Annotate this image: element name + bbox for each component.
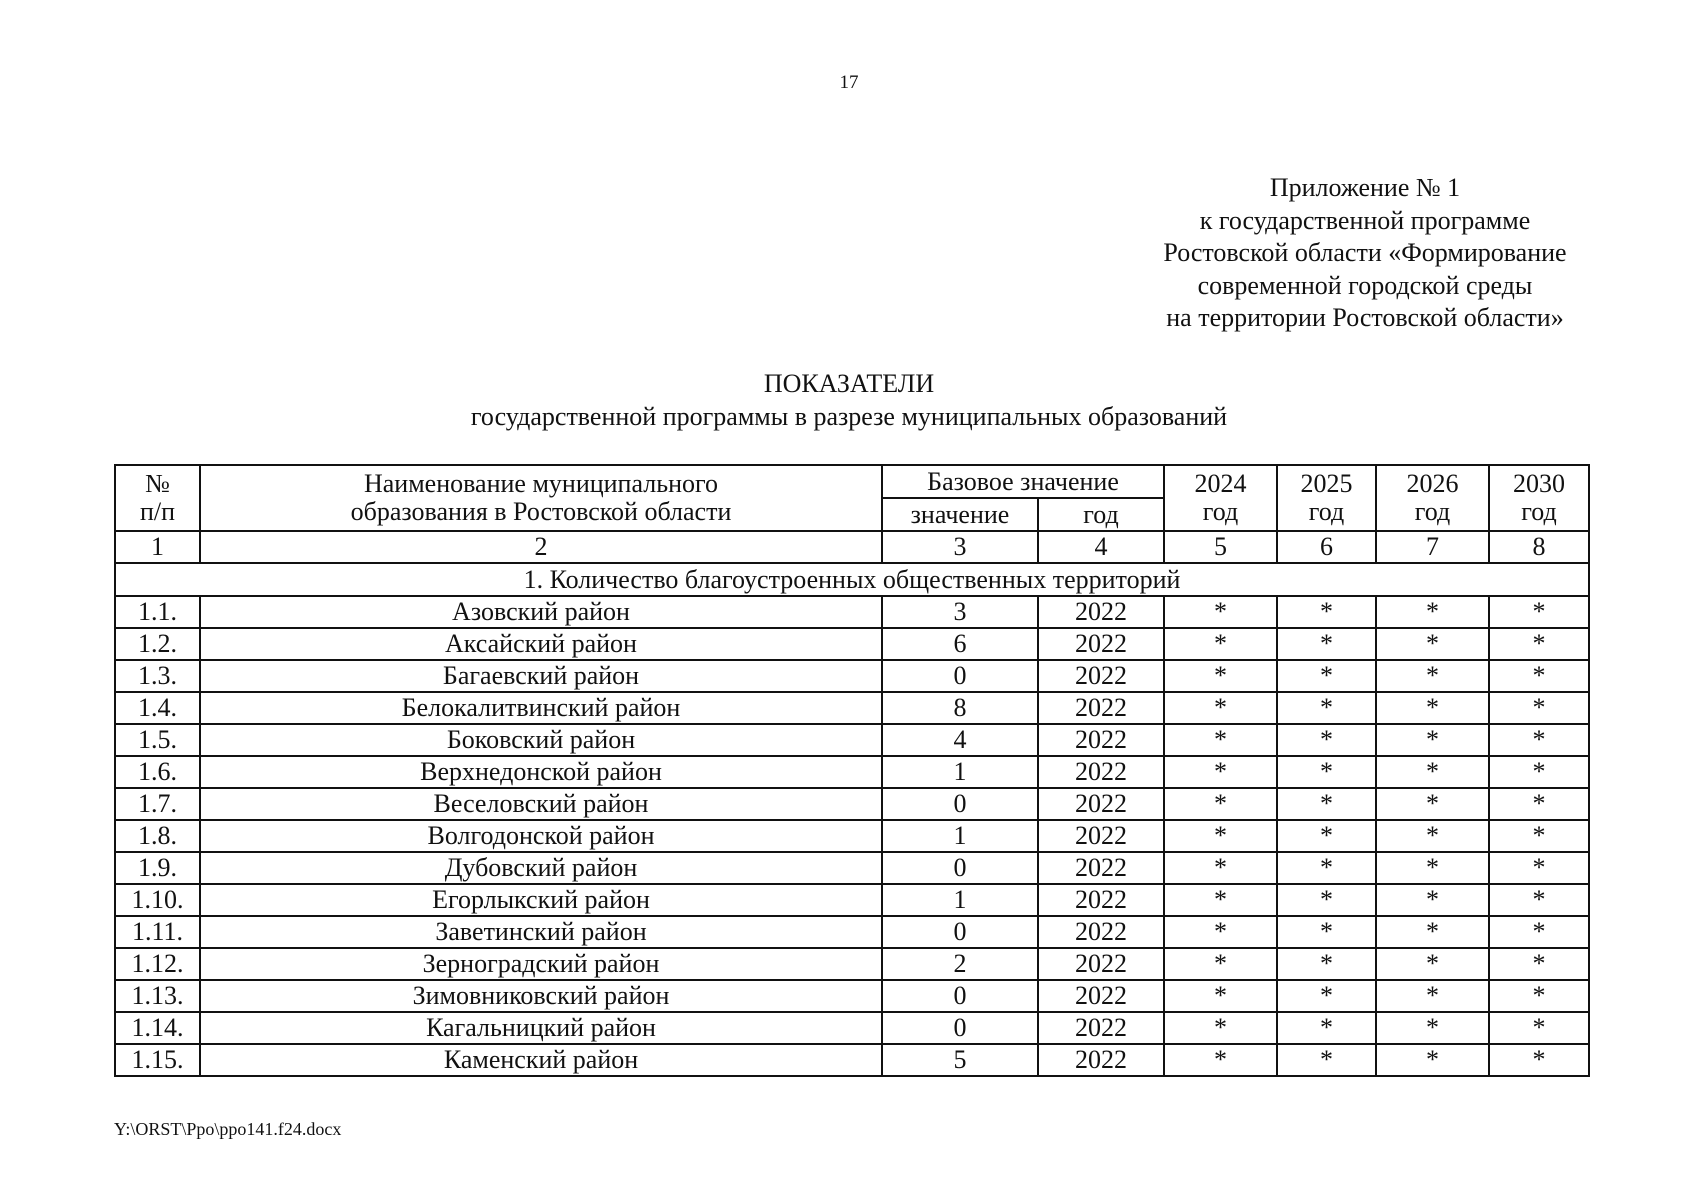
municipality-name: Егорлыкский район [200,884,882,916]
value-2026: * [1376,948,1489,980]
row-number: 1.1. [115,596,200,628]
header-name [200,465,882,531]
column-number: 7 [1376,531,1489,563]
municipality-name: Багаевский район [200,660,882,692]
value-2024: * [1164,1044,1277,1076]
value-2024: * [1164,628,1277,660]
value-2026: * [1376,1044,1489,1076]
row-number: 1.3. [115,660,200,692]
appendix-block [1130,172,1600,335]
base-year: 2022 [1038,692,1164,724]
value-2026: * [1376,692,1489,724]
base-value: 0 [882,916,1038,948]
row-number: 1.12. [115,948,200,980]
municipality-name: Дубовский район [200,852,882,884]
row-number: 1.6. [115,756,200,788]
header-base-year: год [1038,498,1164,531]
row-number: 1.15. [115,1044,200,1076]
header-base: Базовое значение [882,465,1164,498]
value-2026: * [1376,756,1489,788]
base-value: 1 [882,756,1038,788]
value-2025: * [1277,980,1376,1012]
value-2024: * [1164,756,1277,788]
base-year: 2022 [1038,660,1164,692]
appendix-line: Приложение № 1 [1269,173,1461,202]
base-year: 2022 [1038,948,1164,980]
base-year: 2022 [1038,980,1164,1012]
header-year-2030 [1489,465,1589,531]
value-2026: * [1376,724,1489,756]
value-2025: * [1277,916,1376,948]
header-year-2026 [1376,465,1489,531]
base-year: 2022 [1038,628,1164,660]
value-2030: * [1489,724,1589,756]
base-year: 2022 [1038,1044,1164,1076]
value-2030: * [1489,756,1589,788]
value-2024: * [1164,980,1277,1012]
header-year-unit: год [1202,497,1239,526]
value-2025: * [1277,756,1376,788]
value-2026: * [1376,788,1489,820]
value-2024: * [1164,1012,1277,1044]
table-row [115,1044,1589,1076]
table-row [115,724,1589,756]
row-number: 1.2. [115,628,200,660]
table-row [115,788,1589,820]
value-2025: * [1277,692,1376,724]
municipality-name: Кагальницкий район [200,1012,882,1044]
header-num [115,465,200,531]
base-year: 2022 [1038,1012,1164,1044]
value-2024: * [1164,660,1277,692]
header-year: 2025 [1300,469,1353,498]
base-year: 2022 [1038,820,1164,852]
header-num-line1: № [145,469,170,498]
value-2025: * [1277,788,1376,820]
value-2024: * [1164,948,1277,980]
municipality-name: Белокалитвинский район [200,692,882,724]
base-year: 2022 [1038,788,1164,820]
base-year: 2022 [1038,596,1164,628]
row-number: 1.9. [115,852,200,884]
column-number: 2 [200,531,882,563]
base-value: 3 [882,596,1038,628]
column-number: 1 [115,531,200,563]
base-value: 1 [882,884,1038,916]
municipality-name: Каменский район [200,1044,882,1076]
table-row [115,884,1589,916]
value-2030: * [1489,660,1589,692]
base-year: 2022 [1038,916,1164,948]
municipality-name: Зерноградский район [200,948,882,980]
header-row-1 [115,465,1589,498]
value-2025: * [1277,1044,1376,1076]
value-2030: * [1489,692,1589,724]
base-value: 0 [882,1012,1038,1044]
table-row [115,916,1589,948]
value-2025: * [1277,724,1376,756]
table-row [115,596,1589,628]
appendix-line: к государственной программе [1199,205,1531,235]
header-name-line2: образования в Ростовской области [350,497,732,526]
header-year-2024 [1164,465,1277,531]
document-title: ПОКАЗАТЕЛИ [763,369,935,398]
document-subtitle: государственной программы в разрезе муниципальных образований [470,402,1228,431]
base-value: 0 [882,660,1038,692]
municipality-name: Боковский район [200,724,882,756]
table-row [115,948,1589,980]
row-number: 1.4. [115,692,200,724]
value-2026: * [1376,596,1489,628]
value-2030: * [1489,916,1589,948]
value-2030: * [1489,948,1589,980]
value-2024: * [1164,916,1277,948]
value-2024: * [1164,724,1277,756]
footer-file-path: Y:\ORST\Ppo\ppo141.f24.docx [114,1119,342,1139]
municipality-name: Заветинский район [200,916,882,948]
column-number: 5 [1164,531,1277,563]
header-year: 2026 [1406,469,1459,498]
base-value: 1 [882,820,1038,852]
row-number: 1.13. [115,980,200,1012]
table-row [115,820,1589,852]
value-2024: * [1164,788,1277,820]
header-year-2025 [1277,465,1376,531]
municipality-name: Зимовниковский район [200,980,882,1012]
value-2026: * [1376,820,1489,852]
table-row [115,852,1589,884]
table-row [115,756,1589,788]
value-2030: * [1489,596,1589,628]
section-row [115,563,1589,596]
appendix-line: современной городской среды [1197,270,1533,300]
value-2025: * [1277,1012,1376,1044]
column-number: 6 [1277,531,1376,563]
value-2025: * [1277,628,1376,660]
value-2026: * [1376,660,1489,692]
value-2024: * [1164,596,1277,628]
section-title: 1. Количество благоустроенных общественных территорий [115,563,1589,596]
value-2026: * [1376,916,1489,948]
base-value: 4 [882,724,1038,756]
value-2026: * [1376,628,1489,660]
header-num-line2: п/п [139,497,176,526]
base-year: 2022 [1038,884,1164,916]
header-name-line1: Наименование муниципального [363,469,719,498]
appendix-line: Ростовской области «Формирование [1163,238,1567,267]
header-year-unit: год [1414,497,1451,526]
value-2030: * [1489,852,1589,884]
row-number: 1.14. [115,1012,200,1044]
base-value: 0 [882,788,1038,820]
value-2026: * [1376,852,1489,884]
value-2025: * [1277,948,1376,980]
row-number: 1.10. [115,884,200,916]
value-2025: * [1277,596,1376,628]
appendix-line: на территории Ростовской области» [1166,303,1564,332]
value-2030: * [1489,1044,1589,1076]
value-2024: * [1164,692,1277,724]
value-2025: * [1277,852,1376,884]
column-number-row [115,531,1589,563]
value-2024: * [1164,852,1277,884]
base-value: 8 [882,692,1038,724]
value-2025: * [1277,660,1376,692]
value-2030: * [1489,788,1589,820]
header-year: 2024 [1194,469,1247,498]
table-row [115,1012,1589,1044]
value-2026: * [1376,884,1489,916]
column-number: 8 [1489,531,1589,563]
municipality-name: Аксайский район [200,628,882,660]
base-year: 2022 [1038,756,1164,788]
municipality-name: Веселовский район [200,788,882,820]
header-year-unit: год [1308,497,1345,526]
base-value: 0 [882,980,1038,1012]
row-number: 1.5. [115,724,200,756]
base-value: 0 [882,852,1038,884]
municipality-name: Азовский район [200,596,882,628]
municipality-name: Верхнедонской район [200,756,882,788]
base-value: 5 [882,1044,1038,1076]
indicators-table [114,464,1590,1077]
table-row [115,628,1589,660]
base-year: 2022 [1038,852,1164,884]
value-2030: * [1489,820,1589,852]
row-number: 1.11. [115,916,200,948]
base-value: 2 [882,948,1038,980]
row-number: 1.7. [115,788,200,820]
table-row [115,660,1589,692]
value-2025: * [1277,820,1376,852]
value-2025: * [1277,884,1376,916]
value-2024: * [1164,884,1277,916]
value-2024: * [1164,820,1277,852]
header-year-unit: год [1521,497,1557,526]
page-number: 17 [839,72,859,93]
value-2026: * [1376,980,1489,1012]
table-row [115,980,1589,1012]
base-value: 6 [882,628,1038,660]
header-year: 2030 [1513,469,1565,498]
value-2030: * [1489,628,1589,660]
column-number: 4 [1038,531,1164,563]
header-base-value: значение [882,498,1038,531]
value-2026: * [1376,1012,1489,1044]
row-number: 1.8. [115,820,200,852]
municipality-name: Волгодонской район [200,820,882,852]
column-number: 3 [882,531,1038,563]
value-2030: * [1489,1012,1589,1044]
base-year: 2022 [1038,724,1164,756]
value-2030: * [1489,884,1589,916]
value-2030: * [1489,980,1589,1012]
table-row [115,692,1589,724]
